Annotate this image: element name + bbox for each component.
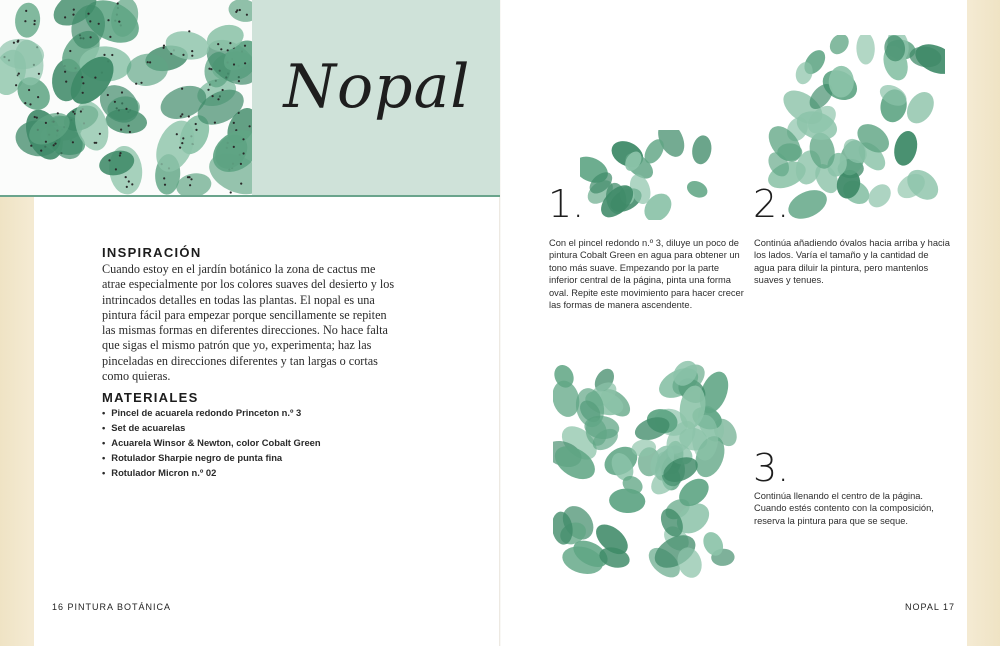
right-folio: NOPAL 17 [905,602,956,612]
cactus-spine-dot [119,154,121,156]
cactus-spine-dot [239,9,241,11]
cactus-pad [226,0,252,25]
cactus-spine-dot [80,110,82,112]
cactus-spine-dot [45,122,47,124]
cactus-pad [856,35,875,65]
cactus-spine-dot [179,147,181,149]
cactus-spine-dot [64,16,66,18]
cactus-pad [826,35,853,58]
cactus-spine-dot [72,111,74,113]
cactus-spine-dot [115,168,117,170]
cactus-spine-dot [82,82,84,84]
inspiration-body: Cuando estoy en el jardín botánico la zona de cactus me atrae especialmente por los colores suaves del desierto y los intrincados detalles en todas las plantas. El nopal es una pintura fácil para empezar porque sencillamente se repiten las mismas formas en diferentes direcciones. No hace falta que sigas el mismo patrón que yo, experimenta; haz las pinceladas en direcciones diferentes y tan largas o cortas como quieras. [102,262,395,384]
cactus-spine-dot [229,42,231,44]
cactus-step2-illustration [765,35,945,220]
cactus-spine-dot [114,101,116,103]
cactus-spine-dot [217,43,219,45]
cactus-spine-dot [89,20,91,22]
cactus-spine-dot [249,125,251,127]
title-panel [252,0,500,195]
cactus-spine-dot [40,150,42,152]
cactus-spine-dot [25,10,27,12]
cactus-spine-dot [181,88,183,90]
cactus-spine-dot [29,103,31,105]
cactus-spine-dot [73,9,75,11]
cactus-spine-dot [28,89,30,91]
cactus-pad [14,2,42,39]
cactus-spine-dot [220,48,222,50]
cactus-spine-dot [81,76,83,78]
cactus-spine-dot [118,21,120,23]
step2-text: Continúa añadiendo óvalos hacia arriba y hacia los lados. Varía el tamaño y la cantidad de agua para diluir la pintura, pero mantenlos suaves y tenues. [754,238,950,286]
cactus-spine-dot [36,117,38,119]
cactus-spine-dot [98,23,100,25]
cactus-spine-dot [227,49,229,51]
cactus-spine-dot [182,54,184,56]
cactus-spine-dot [57,112,59,114]
cactus-spine-dot [163,47,165,49]
cactus-spine-dot [182,137,184,139]
materials-item: • Pincel de acuarela redondo Princeton n.º 3 [102,405,321,420]
cactus-step1-illustration [580,130,715,220]
cactus-spine-dot [163,45,165,47]
cactus-spine-dot [235,11,237,13]
cactus-pattern-illustration [0,0,252,195]
step1-text: Con el pincel redondo n.º 3, diluye un poco de pintura Cobalt Green en agua para obtener un tono más suave. Empezando por la parte inferior central de la página, pinta una forma oval. Repite este movimiento para hacer crecer las formas de manera ascendente. [549,238,744,311]
cactus-spine-dot [164,184,166,186]
cactus-spine-dot [65,81,67,83]
cactus-spine-dot [246,14,248,16]
cactus-spine-dot [207,89,209,91]
cactus-spine-dot [233,63,235,65]
cactus-spine-dot [17,40,19,42]
materials-list [102,405,321,480]
cactus-spine-dot [238,80,240,82]
cactus-spine-dot [240,183,242,185]
cactus-spine-dot [129,131,131,133]
cactus-spine-dot [191,55,193,57]
cactus-spine-dot [180,115,182,117]
materials-item: • Rotulador Sharpie negro de punta fina [102,450,321,465]
cactus-spine-dot [217,98,219,100]
cactus-spine-dot [244,62,246,64]
cactus-spine-dot [149,61,151,63]
cactus-spine-dot [103,54,105,56]
cactus-spine-dot [82,92,84,94]
cactus-spine-dot [188,30,190,32]
cactus-spine-dot [33,23,35,25]
cactus-spine-dot [125,108,127,110]
cactus-spine-dot [111,54,113,56]
cactus-spine-dot [24,20,26,22]
step2-number: 2. [753,182,790,226]
cactus-spine-dot [181,113,183,115]
cactus-spine-dot [188,115,190,117]
cactus-spine-dot [195,129,197,131]
cactus-spine-dot [38,73,40,75]
step1-number: 1. [548,182,585,226]
cactus-spine-dot [18,73,20,75]
cactus-spine-dot [34,20,36,22]
cactus-spine-dot [94,77,96,79]
cactus-spine-dot [140,82,142,84]
cactus-spine-dot [222,89,224,91]
cactus-spine-dot [187,176,189,178]
cactus-spine-dot [69,50,71,52]
cactus-spine-dot [90,36,92,38]
cactus-spine-dot [37,96,39,98]
cactus-spine-dot [54,143,56,145]
cactus-spine-dot [243,152,245,154]
cactus-spine-dot [190,178,192,180]
left-folio: 16 PINTURA BOTÁNICA [52,602,172,612]
inspiration-heading: INSPIRACIÓN [102,245,202,260]
cactus-spine-dot [163,177,165,179]
cactus-spine-dot [117,2,119,4]
page-title: Nopal [283,52,471,122]
cactus-spine-dot [191,50,193,52]
cactus-spine-dot [15,84,17,86]
cactus-spine-dot [72,141,74,143]
header-divider [0,195,500,197]
cactus-spine-dot [233,146,235,148]
step3-text: Continúa llenando el centro de la página. Cuando estés contento con la composición, reserva la pintura para que se seque. [754,491,934,526]
cactus-spine-dot [99,133,101,135]
cactus-spine-dot [119,152,121,154]
cactus-pad [684,178,710,201]
cactus-spine-dot [94,142,96,144]
cactus-spine-dot [181,142,183,144]
cactus-spine-dot [126,186,128,188]
cactus-spine-dot [240,163,242,165]
cactus-spine-dot [128,180,130,182]
cactus-pad [777,143,802,160]
cactus-step3-illustration [553,352,738,582]
cactus-spine-dot [214,122,216,124]
cactus-spine-dot [208,68,210,70]
cactus-spine-dot [109,36,111,38]
cactus-spine-dot [230,191,232,193]
materials-item: • Acuarela Winsor & Newton, color Cobalt Green [102,435,321,450]
cactus-pad [690,134,713,166]
cactus-spine-dot [195,123,197,125]
cactus-spine-dot [120,129,122,131]
cactus-spine-dot [24,102,26,104]
cactus-spine-dot [108,159,110,161]
cactus-spine-dot [131,183,133,185]
cactus-spine-dot [121,91,123,93]
cactus-pad [901,87,939,128]
materials-item: • Set de acuarelas [102,420,321,435]
cactus-spine-dot [242,138,244,140]
materials-heading: MATERIALES [102,390,199,405]
cactus-spine-dot [233,122,235,124]
cactus-spine-dot [244,45,246,47]
cactus-spine-dot [30,145,32,147]
cactus-pattern-svg [0,0,252,195]
cactus-spine-dot [53,144,55,146]
cactus-spine-dot [212,95,214,97]
cactus-spine-dot [176,133,178,135]
cactus-spine-dot [147,61,149,63]
cactus-spine-dot [125,176,127,178]
cactus-spine-dot [135,83,137,85]
cactus-spine-dot [189,184,191,186]
cactus-spine-dot [45,141,47,143]
cactus-spine-dot [128,125,130,127]
materials-item: • Rotulador Micron n.º 02 [102,465,321,480]
cactus-spine-dot [87,13,89,15]
cactus-pad [891,129,921,168]
cactus-spine-dot [107,94,109,96]
cactus-spine-dot [210,68,212,70]
cactus-spine-dot [34,116,36,118]
cactus-spine-dot [13,42,15,44]
cactus-spine-dot [72,14,74,16]
cactus-spine-dot [107,19,109,21]
cactus-spine-dot [64,71,66,73]
step3-number: 3. [753,446,790,490]
